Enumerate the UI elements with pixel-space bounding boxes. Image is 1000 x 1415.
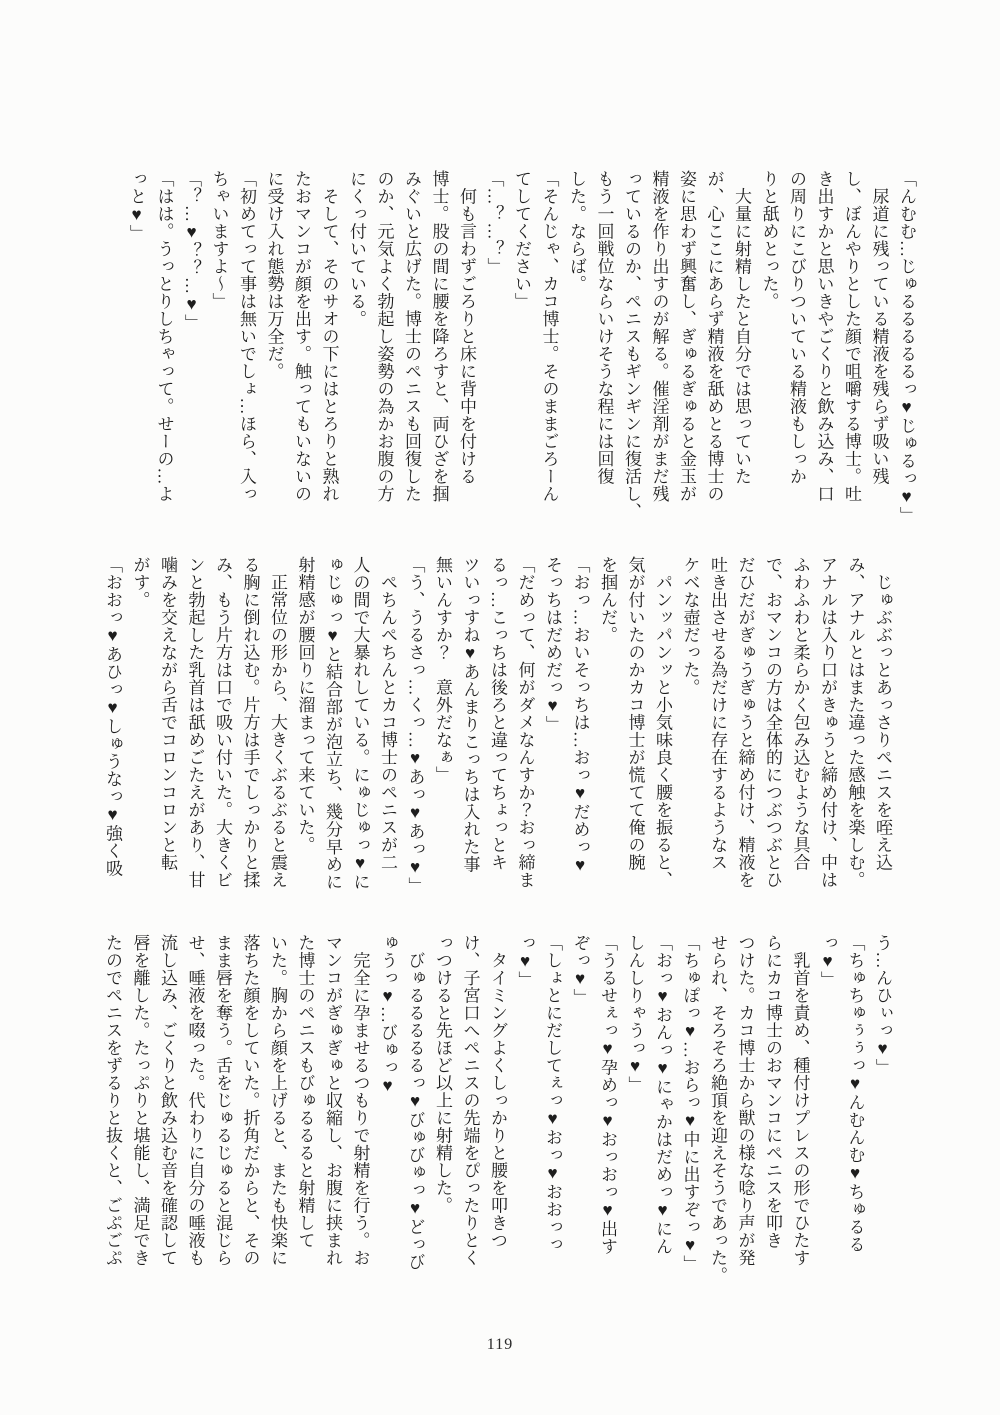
text-line: しんしりゃうっ♥」 xyxy=(625,934,645,1094)
text-line: け、子宮口へペニスの先端をぴったりとく xyxy=(460,934,480,1267)
text-line: ケベな壺だった。 xyxy=(680,556,700,696)
text-line: が、心ここにあらず精液を舐めとる博士の xyxy=(704,170,724,503)
text-line: ぞっ♥」 xyxy=(570,934,590,1006)
text-line: した。ならば。 xyxy=(567,170,586,293)
text-line: 「しょとにだしてぇっ♥おっ♥おおっっ xyxy=(543,934,562,1253)
text-line: マンコがぎゅぎゅと収縮し、お腹に挟まれ xyxy=(323,934,342,1267)
text-line: 「だめって、何がダメなんすか？おっ締ま xyxy=(515,556,535,889)
text-line: てしてください」 xyxy=(512,170,531,310)
text-band-top xyxy=(123,170,921,524)
text-line: で、おマンコの方は全体的につぶつぶとひ xyxy=(763,556,782,889)
text-line: つけた。カコ博士から獣の様な唸り声が発 xyxy=(735,934,755,1267)
text-line: 「…？…？」 xyxy=(484,170,504,275)
text-line: っつけると先ほど以上に射精した。 xyxy=(433,934,452,1214)
text-line: み、アナルとはまた違った感触を楽しむ。 xyxy=(845,556,865,889)
text-line: ゅうっ♥…びゅっ♥ xyxy=(378,934,397,1096)
text-line: のか、元気よく勃起し姿勢の為かお腹の方 xyxy=(374,170,394,503)
text-line: 乳首を責め、種付けプレスの形でひたす xyxy=(790,934,810,1267)
text-line: 人の間で大暴れしている。にゅじゅっ♥に xyxy=(350,556,370,891)
text-band-bottom xyxy=(99,934,897,1284)
text-line: アナルは入り口がきゅうと締め付け、中は xyxy=(818,556,837,889)
text-line: ゅじゅっ♥と結合部が泡立ち、幾分早めに xyxy=(323,556,342,891)
text-line: がす。 xyxy=(130,556,150,609)
text-line: ツいっすね♥あんまりこっちは入れた事 xyxy=(460,556,480,873)
text-line: 大量に射精したと自分では思っていた xyxy=(732,170,751,485)
text-line: 「はは。うっとりしちゃって。せーの…よ xyxy=(154,170,174,503)
text-line: 「ちゅぽっ♥…おらっ♥中に出すぞっ♥」 xyxy=(680,934,700,1273)
text-line: パンッパンッと小気味良く腰を振ると、 xyxy=(653,556,672,889)
text-line: 正常位の形から、大きくぶるぶると震え xyxy=(268,556,287,889)
text-line: 「？…♥？？…♥」 xyxy=(182,170,201,332)
text-line: き出すかと思いきやごくりと飲み込み、口 xyxy=(814,170,834,503)
text-line: し、ぼんやりとした顔で咀嚼する博士。吐 xyxy=(842,170,861,503)
text-line: っ♥」 xyxy=(818,934,837,989)
text-line: りと舐めとった。 xyxy=(759,170,779,310)
text-line: 落ちた顔をしていた。折角だからと、その xyxy=(240,934,260,1267)
text-line: 博士。股の間に腰を降ろすと、両ひざを掴 xyxy=(429,170,449,503)
text-line: 「ちゅちゅぅぅっ♥んむんむ♥ちゅるる xyxy=(845,934,865,1253)
text-line: 噛みを交えながら舌でコロンコロンと転 xyxy=(158,556,177,871)
text-line: にくっ付いている。 xyxy=(347,170,366,328)
text-line: 流し込み、ごくりと飲み込む音を確認して xyxy=(158,934,177,1267)
text-line: そっちはだめだっ♥」 xyxy=(543,556,562,733)
text-line: みぐいと広げた。博士のペニスも回復した xyxy=(402,170,421,503)
text-line: せ、唾液を啜った。代わりに自分の唾液も xyxy=(185,934,205,1267)
text-line: もう一回戦位ならいけそうな程には回復 xyxy=(594,170,614,485)
text-line: らにカコ博士のおマンコにペニスを叩き xyxy=(763,934,782,1249)
text-line: た博士のペニスもびゅるるると射精して xyxy=(295,934,315,1249)
text-line: 精液を作り出すのが解る。催淫剤がまだ残 xyxy=(649,170,669,503)
text-line: ぺちんぺちんとカコ博士のペニスが二 xyxy=(378,556,397,871)
text-line: 「んむむ…じゅるるるるるっ♥じゅるっ♥」 xyxy=(897,170,916,524)
text-line: 「初めてって事は無いでしょ…ほら、入っ xyxy=(237,170,256,503)
text-line: そして、そのサオの下にはとろりと熟れ xyxy=(319,170,339,503)
text-line: 何も言わずごろりと床に背中を付ける xyxy=(457,170,476,485)
text-line: 「うるせぇっ♥孕めっ♥おっおっ♥出す xyxy=(598,934,617,1255)
text-line: 姿に思わず興奮し、ぎゅるぎゅると金玉が xyxy=(677,170,696,503)
text-line: タイミングよくしっかりと腰を叩きつ xyxy=(488,934,507,1249)
text-line: たおマンコが顔を出す。触ってもいないの xyxy=(292,170,311,503)
page-number: 119 xyxy=(486,1336,514,1353)
text-line: せられ、そろそろ絶頂を迎えそうであった。 xyxy=(708,934,727,1284)
text-line: 「おおっ♥あひっ♥しゅうなっ♥強く吸 xyxy=(103,556,122,877)
text-line: の周りにこびりついている精液もしっか xyxy=(787,170,806,485)
text-line: 「おっ…おいそっちは…おっ♥だめっ♥ xyxy=(570,556,590,875)
text-line: 完全に孕ませるつもりで射精を行う。お xyxy=(350,934,370,1267)
text-line: だひだがぎゅうぎゅうと締め付け、精液を xyxy=(735,556,755,889)
text-line: に受け入れ態勢は万全だ。 xyxy=(264,170,284,380)
text-line: 唇を離した。たっぷりと堪能し、満足でき xyxy=(130,934,150,1267)
text-line: う…んひぃっ♥」 xyxy=(873,934,892,1076)
text-line: み、もう片方は口で吸い付いた。大きくビ xyxy=(213,556,232,889)
text-line: じゅぶぶっとあっさりペニスを咥え込 xyxy=(873,556,892,871)
text-line: っ♥」 xyxy=(515,934,535,989)
text-line: ンと勃起した乳首は舐めごたえがあり、甘 xyxy=(185,556,205,889)
text-line: る胸に倒れ込む。片方は手でしっかりと揉 xyxy=(240,556,260,889)
text-line: 無いんすか？ 意外だなぁ」 xyxy=(433,556,452,784)
text-line: 「おっ♥おんっ♥にゃかはだめっ♥にん xyxy=(653,934,672,1255)
text-line: ちゃいますよ〜」 xyxy=(209,170,229,310)
text-line: 吐き出させる為だけに存在するようなス xyxy=(708,556,727,871)
text-line: 気が付いたのかカコ博士が慌てて俺の腕 xyxy=(625,556,645,871)
text-line: たのでペニスをずるりと抜くと、ごぷごぷ xyxy=(103,934,122,1267)
text-line: ふわふわと柔らかく包み込むような具合 xyxy=(790,556,810,871)
text-line: 尿道に残っている精液を残らず吸い残 xyxy=(869,170,889,485)
text-line: っているのか、ペニスもギンギンに復活し、 xyxy=(622,170,641,520)
text-line: 射精感が腰回りに溜まって来ていた。 xyxy=(295,556,315,854)
text-line: びゅるるるるるっ♥びゅびゅっ♥どっび xyxy=(405,934,425,1271)
text-line: いた。胸から顔を上げると、またも快楽に xyxy=(268,934,287,1267)
text-line: 「う、うるさっ…くっ…♥あっ♥あっ♥」 xyxy=(405,556,425,895)
text-line: 「そんじゃ、カコ博士。そのままごろーん xyxy=(539,170,559,503)
text-line: っと♥」 xyxy=(127,170,146,242)
text-line: まま唇を奪う。舌をじゅるじゅると混じら xyxy=(213,934,232,1267)
text-line: を掴んだ。 xyxy=(598,556,617,644)
text-line: るっ…こっちは後ろと違ってちょっとキ xyxy=(488,556,507,871)
text-band-middle xyxy=(99,556,897,906)
